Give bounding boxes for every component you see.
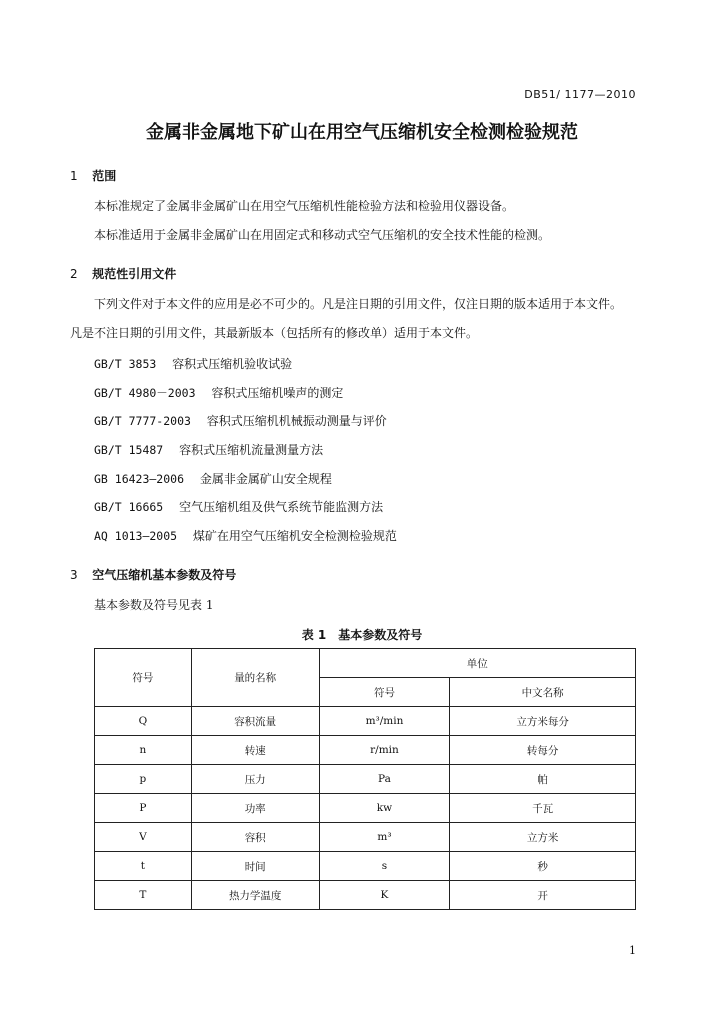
- reference-item: [94, 470, 332, 487]
- section-title: 空气压缩机基本参数及符号: [92, 568, 237, 582]
- reference-name: 空气压缩机组及供气系统节能监测方法: [179, 500, 384, 514]
- header-cell-unit-name: 中文名称: [450, 678, 636, 707]
- document-code: DB51/ 1177—2010: [524, 88, 636, 101]
- cell-symbol: p: [95, 765, 192, 794]
- section-title: 规范性引用文件: [92, 267, 177, 281]
- cell-unit-name: 秒: [450, 852, 636, 881]
- table-row: [95, 765, 636, 794]
- reference-code: GB/T 15487: [94, 443, 164, 457]
- reference-code: GB/T 16665: [94, 500, 164, 514]
- cell-symbol: n: [95, 736, 192, 765]
- reference-name: 金属非金属矿山安全规程: [199, 472, 332, 486]
- section-number: 3: [70, 568, 78, 582]
- paragraph: 凡是不注日期的引用文件，其最新版本（包括所有的修改单）适用于本文件。: [70, 326, 479, 340]
- reference-name: 容积式压缩机噪声的测定: [211, 386, 344, 400]
- cell-symbol: T: [95, 881, 192, 910]
- cell-quantity: 热力学温度: [191, 881, 319, 910]
- paragraph: 下列文件对于本文件的应用是必不可少的。凡是注日期的引用文件，仅注日期的版本适用于本文件。: [94, 297, 623, 311]
- reference-item: [94, 412, 387, 429]
- table-row: [95, 881, 636, 910]
- cell-symbol: Q: [95, 707, 192, 736]
- reference-name: 容积式压缩机流量测量方法: [179, 443, 324, 457]
- cell-unit-name: 千瓦: [450, 794, 636, 823]
- document-title: 金属非金属地下矿山在用空气压缩机安全检测检验规范: [146, 122, 578, 143]
- header-cell-unit: 单位: [319, 649, 635, 678]
- reference-name: 容积式压缩机机械振动测量与评价: [206, 414, 387, 428]
- reference-item: [94, 527, 397, 544]
- cell-symbol: V: [95, 823, 192, 852]
- cell-unit-name: 立方米: [450, 823, 636, 852]
- reference-name: 容积式压缩机验收试验: [172, 357, 293, 371]
- cell-unit-name: 帕: [450, 765, 636, 794]
- table-caption: 表 1 基本参数及符号: [301, 628, 423, 642]
- cell-unit-symbol: K: [319, 881, 450, 910]
- paragraph: 本标准规定了金属非金属矿山在用空气压缩机性能检验方法和检验用仪器设备。: [94, 199, 515, 213]
- cell-unit-symbol: m³/min: [319, 707, 450, 736]
- reference-code: GB/T 4980－2003: [94, 386, 196, 400]
- reference-code: AQ 1013—2005: [94, 529, 178, 543]
- cell-quantity: 功率: [191, 794, 319, 823]
- reference-code: GB 16423—2006: [94, 472, 185, 486]
- header-cell-symbol: 符号: [95, 649, 192, 707]
- cell-unit-name: 转每分: [450, 736, 636, 765]
- reference-code: GB/T 7777-2003: [94, 414, 191, 428]
- page-number: 1: [629, 944, 636, 957]
- cell-unit-name: 立方米每分: [450, 707, 636, 736]
- reference-name: 煤矿在用空气压缩机安全检测检验规范: [192, 529, 397, 543]
- cell-unit-symbol: m³: [319, 823, 450, 852]
- table-row: [95, 707, 636, 736]
- reference-item: [94, 498, 383, 515]
- cell-quantity: 压力: [191, 765, 319, 794]
- cell-symbol: t: [95, 852, 192, 881]
- section-number: 1: [70, 169, 78, 183]
- cell-quantity: 转速: [191, 736, 319, 765]
- paragraph: 本标准适用于金属非金属矿山在用固定式和移动式空气压缩机的安全技术性能的检测。: [94, 228, 551, 242]
- parameters-table: [94, 648, 636, 910]
- reference-item: [94, 355, 292, 372]
- table-row: [95, 736, 636, 765]
- cell-unit-symbol: s: [319, 852, 450, 881]
- reference-item: [94, 441, 323, 458]
- header-cell-quantity: 量的名称: [191, 649, 319, 707]
- cell-quantity: 容积: [191, 823, 319, 852]
- table-row: [95, 823, 636, 852]
- table-header-row: [95, 649, 636, 678]
- cell-symbol: P: [95, 794, 192, 823]
- section-1-heading: [70, 167, 116, 184]
- header-cell-unit-symbol: 符号: [319, 678, 450, 707]
- cell-unit-symbol: Pa: [319, 765, 450, 794]
- cell-quantity: 容积流量: [191, 707, 319, 736]
- reference-item: [94, 384, 343, 401]
- section-title: 范围: [92, 169, 117, 183]
- paragraph: 基本参数及符号见表 1: [94, 598, 214, 612]
- section-3-heading: [70, 566, 236, 583]
- section-2-heading: [70, 265, 176, 282]
- reference-code: GB/T 3853: [94, 357, 157, 371]
- cell-unit-symbol: r/min: [319, 736, 450, 765]
- table-row: [95, 852, 636, 881]
- cell-quantity: 时间: [191, 852, 319, 881]
- section-number: 2: [70, 267, 78, 281]
- table-row: [95, 794, 636, 823]
- cell-unit-name: 开: [450, 881, 636, 910]
- cell-unit-symbol: kw: [319, 794, 450, 823]
